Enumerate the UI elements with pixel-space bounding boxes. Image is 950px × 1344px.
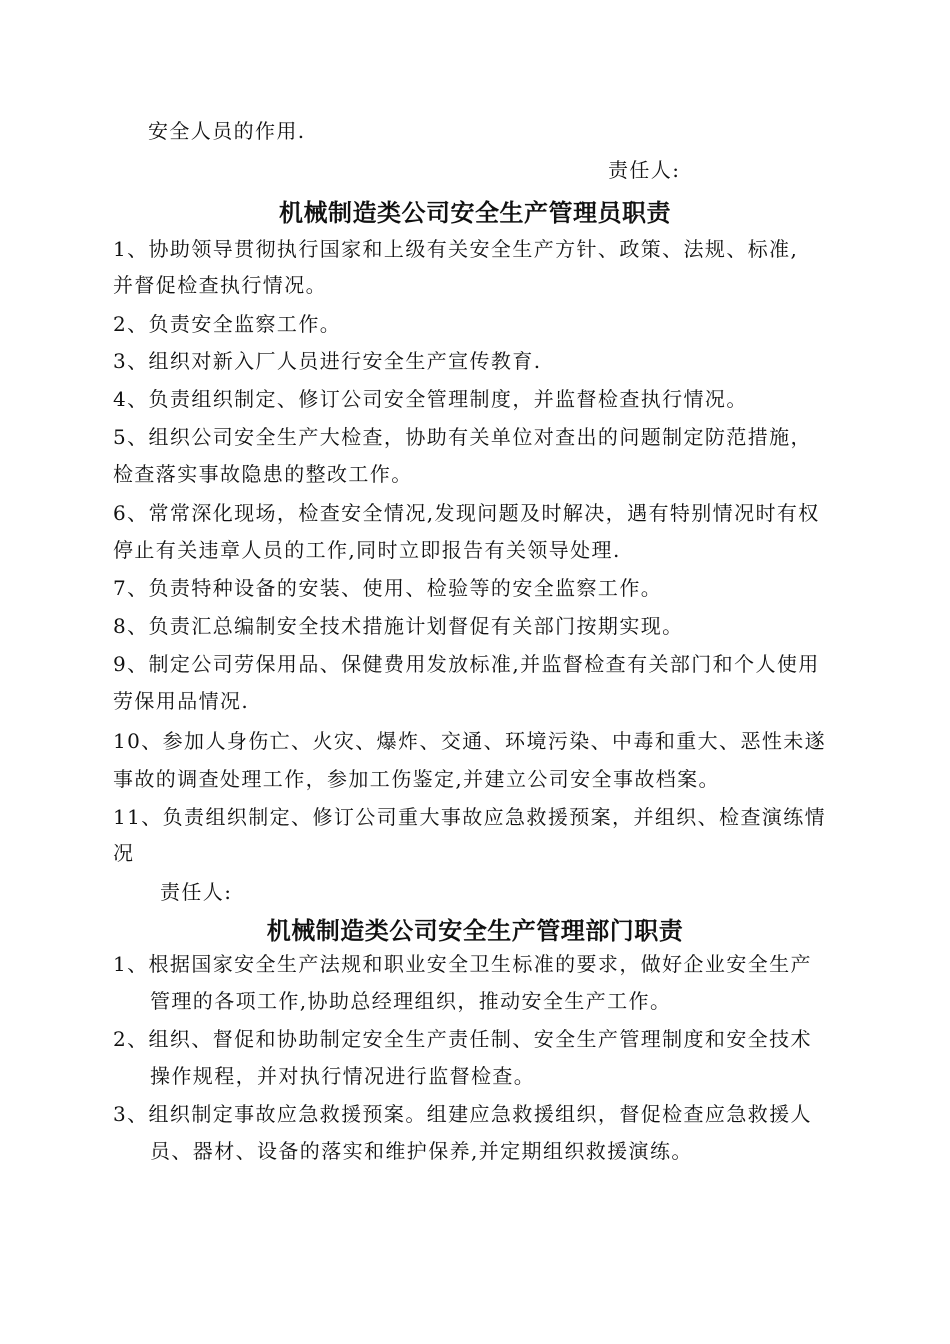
duty-line: 9、制定公司劳保用品、保健费用发放标准,并监督检查有关部门和个人使用 bbox=[113, 652, 820, 676]
duty-line: 停止有关违章人员的工作,同时立即报告有关领导处理. bbox=[113, 538, 621, 562]
duty-line: 2、负责安全监察工作。 bbox=[113, 312, 342, 336]
section-title-safety-manager: 机械制造类公司安全生产管理员职责 bbox=[279, 198, 671, 227]
duty-line: 况 bbox=[113, 841, 135, 865]
duty-line: 员、器材、设备的落实和维护保养,并定期组织救援演练。 bbox=[150, 1139, 693, 1163]
duty-line: 3、组织对新入厂人员进行安全生产宣传教育. bbox=[113, 349, 542, 373]
duty-line: 1、协助领导贯彻执行国家和上级有关安全生产方针、政策、法规、标准, bbox=[113, 237, 799, 261]
duty-line: 11、负责组织制定、修订公司重大事故应急救援预案，并组织、检查演练情 bbox=[113, 805, 827, 829]
duty-line: 4、负责组织制定、修订公司安全管理制度，并监督检查执行情况。 bbox=[113, 387, 748, 411]
duty-line: 事故的调查处理工作，参加工伤鉴定,并建立公司安全事故档案。 bbox=[113, 767, 720, 791]
duty-line: 2、组织、督促和协助制定安全生产责任制、安全生产管理制度和安全技术 bbox=[113, 1027, 812, 1051]
duty-line: 7、负责特种设备的安装、使用、检验等的安全监察工作。 bbox=[113, 576, 663, 600]
duty-line: 8、负责汇总编制安全技术措施计划督促有关部门按期实现。 bbox=[113, 614, 684, 638]
duty-line: 劳保用品情况. bbox=[113, 689, 250, 713]
continuation-text: 安全人员的作用. bbox=[148, 119, 306, 143]
signature-label: 责任人: bbox=[160, 880, 233, 904]
duty-line: 并督促检查执行情况。 bbox=[113, 273, 327, 297]
duty-line: 6、常常深化现场，检查安全情况,发现问题及时解决，遇有特别情况时有权 bbox=[113, 501, 820, 525]
duty-line: 管理的各项工作,协助总经理组织，推动安全生产工作。 bbox=[150, 989, 672, 1013]
duty-line: 操作规程，并对执行情况进行监督检查。 bbox=[150, 1064, 536, 1088]
duty-line: 10、参加人身伤亡、火灾、爆炸、交通、环境污染、中毒和重大、恶性未遂 bbox=[113, 729, 827, 753]
signature-label: 责任人: bbox=[608, 158, 681, 182]
duty-line: 检查落实事故隐患的整改工作。 bbox=[113, 462, 413, 486]
duty-line: 1、根据国家安全生产法规和职业安全卫生标准的要求，做好企业安全生产 bbox=[113, 952, 812, 976]
section-title-safety-department: 机械制造类公司安全生产管理部门职责 bbox=[266, 916, 684, 945]
duty-line: 3、组织制定事故应急救援预案。组建应急救援组织，督促检查应急救援人 bbox=[113, 1102, 812, 1126]
duty-line: 5、组织公司安全生产大检查，协助有关单位对查出的问题制定防范措施， bbox=[113, 425, 812, 449]
